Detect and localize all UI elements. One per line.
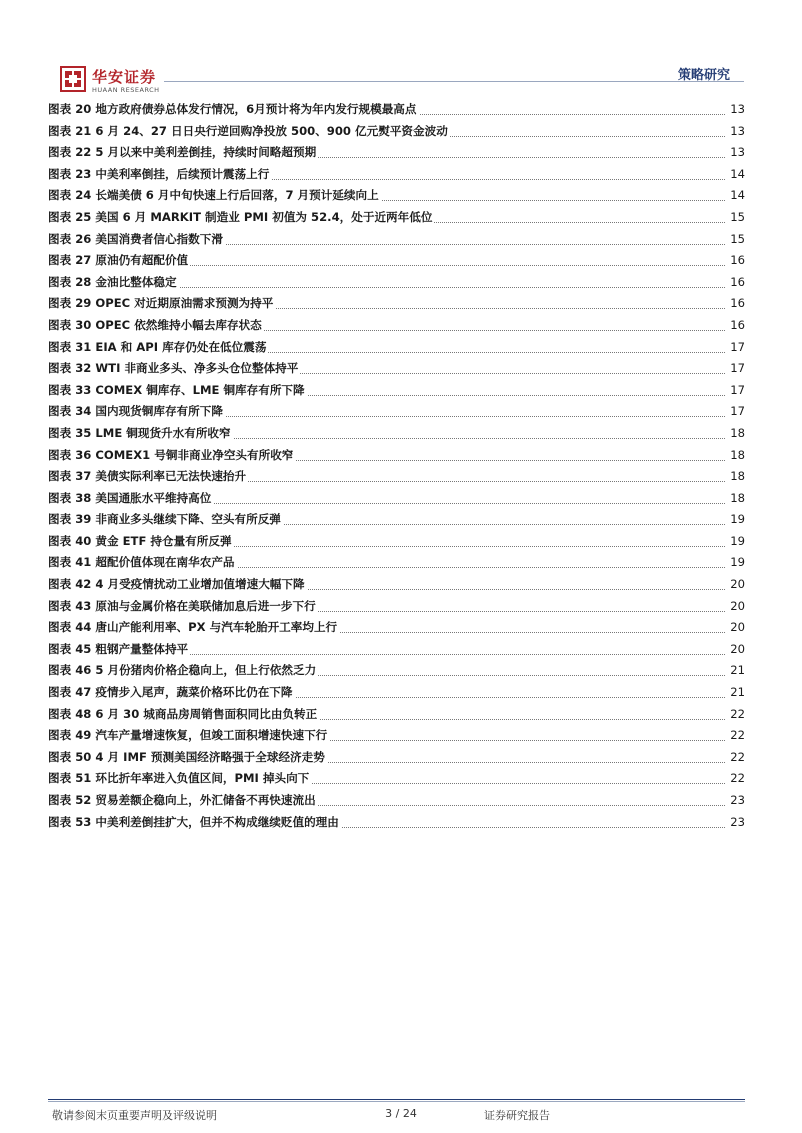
toc-entry-page: 17 <box>727 337 745 359</box>
toc-entry-page: 16 <box>727 272 745 294</box>
toc-entry[interactable] <box>48 617 745 639</box>
toc-entry[interactable] <box>48 121 745 143</box>
toc-entry-title: 图表 39 非商业多头继续下降、空头有所反弹 <box>48 509 283 531</box>
toc-entry-title: 图表 34 国内现货铜库存有所下降 <box>48 401 225 423</box>
toc-entry[interactable] <box>48 337 745 359</box>
page-number: 3 / 24 <box>385 1107 417 1120</box>
toc-entry-page: 15 <box>727 229 745 251</box>
toc-entry[interactable] <box>48 509 745 531</box>
toc-entry-page: 15 <box>727 207 745 229</box>
toc-entry-page: 13 <box>727 99 745 121</box>
toc-entry[interactable] <box>48 185 745 207</box>
toc-entry-page: 23 <box>727 812 745 834</box>
toc-entry[interactable] <box>48 293 745 315</box>
toc-entry-page: 14 <box>727 185 745 207</box>
toc-entry[interactable] <box>48 315 745 337</box>
toc-entry-page: 19 <box>727 552 745 574</box>
toc-entry-title: 图表 32 WTI 非商业多头、净多头仓位整体持平 <box>48 358 300 380</box>
toc-entry-page: 19 <box>727 531 745 553</box>
toc-entry-page: 20 <box>727 617 745 639</box>
toc-entry-page: 22 <box>727 768 745 790</box>
toc-entry-page: 17 <box>727 380 745 402</box>
toc-entry[interactable] <box>48 660 745 682</box>
toc-entry-title: 图表 49 汽车产量增速恢复，但竣工面积增速快速下行 <box>48 725 329 747</box>
toc-entry-title: 图表 37 美债实际利率已无法快速抬升 <box>48 466 248 488</box>
toc-entry-page: 20 <box>727 639 745 661</box>
toc-entry-page: 22 <box>727 725 745 747</box>
toc-entry-title: 图表 31 EIA 和 API 库存仍处在低位震荡 <box>48 337 268 359</box>
toc-entry-page: 16 <box>727 315 745 337</box>
toc-entry-page: 18 <box>727 423 745 445</box>
toc-entry-title: 图表 29 OPEC 对近期原油需求预测为持平 <box>48 293 275 315</box>
toc-entry[interactable] <box>48 99 745 121</box>
toc-entry[interactable] <box>48 445 745 467</box>
toc-entry-title: 图表 36 COMEX1 号铜非商业净空头有所收窄 <box>48 445 295 467</box>
toc-entry-page: 22 <box>727 747 745 769</box>
toc-entry[interactable] <box>48 466 745 488</box>
toc-entry-page: 16 <box>727 293 745 315</box>
toc-entry[interactable] <box>48 423 745 445</box>
toc-entry-page: 19 <box>727 509 745 531</box>
toc-entry-title: 图表 25 美国 6 月 MARKIT 制造业 PMI 初值为 52.4，处于近两年低位 <box>48 207 434 229</box>
toc-entry-title: 图表 50 4 月 IMF 预测美国经济略强于全球经济走势 <box>48 747 327 769</box>
toc-entry-title: 图表 27 原油仍有超配价值 <box>48 250 190 272</box>
toc-entry-page: 17 <box>727 358 745 380</box>
toc-entry-title: 图表 43 原油与金属价格在美联储加息后进一步下行 <box>48 596 318 618</box>
brand-name: 华安证券 <box>92 68 157 86</box>
toc-entry[interactable] <box>48 272 745 294</box>
toc-entry-page: 21 <box>727 682 745 704</box>
toc-entry[interactable] <box>48 682 745 704</box>
toc-entry-title: 图表 33 COMEX 铜库存、LME 铜库存有所下降 <box>48 380 307 402</box>
toc-entry[interactable] <box>48 768 745 790</box>
brand-english: HUAAN RESEARCH <box>92 86 160 94</box>
toc-entry-title: 图表 26 美国消费者信心指数下滑 <box>48 229 225 251</box>
toc-entry-title: 图表 52 贸易差额企稳向上，外汇储备不再快速流出 <box>48 790 318 812</box>
toc-entry-page: 16 <box>727 250 745 272</box>
footer-disclaimer: 敬请参阅末页重要声明及评级说明 <box>52 1109 217 1122</box>
toc-entry-title: 图表 42 4 月受疫情扰动工业增加值增速大幅下降 <box>48 574 307 596</box>
toc-entry-page: 13 <box>727 142 745 164</box>
toc-entry[interactable] <box>48 574 745 596</box>
toc-entry-title: 图表 30 OPEC 依然维持小幅去库存状态 <box>48 315 264 337</box>
toc-entry-page: 14 <box>727 164 745 186</box>
toc-entry[interactable] <box>48 812 745 834</box>
footer-report-label: 证券研究报告 <box>484 1109 550 1122</box>
toc-entry[interactable] <box>48 596 745 618</box>
toc-entry[interactable] <box>48 790 745 812</box>
toc-entry-page: 18 <box>727 466 745 488</box>
toc-entry[interactable] <box>48 747 745 769</box>
toc-entry-page: 21 <box>727 660 745 682</box>
toc-entry[interactable] <box>48 358 745 380</box>
toc-entry-title: 图表 38 美国通胀水平维持高位 <box>48 488 213 510</box>
toc-entry-page: 22 <box>727 704 745 726</box>
toc-entry-title: 图表 44 唐山产能利用率、PX 与汽车轮胎开工率均上行 <box>48 617 339 639</box>
report-type: 策略研究 <box>677 68 730 83</box>
toc-entry-title: 图表 22 5 月以来中美利差倒挂，持续时间略超预期 <box>48 142 318 164</box>
toc-entry-title: 图表 51 环比折年率进入负值区间，PMI 掉头向下 <box>48 768 311 790</box>
toc-entry[interactable] <box>48 639 745 661</box>
page-header <box>0 0 802 100</box>
toc-entry-title: 图表 40 黄金 ETF 持仓量有所反弹 <box>48 531 234 553</box>
toc-entry-title: 图表 53 中美利差倒挂扩大，但并不构成继续贬值的理由 <box>48 812 341 834</box>
toc-entry[interactable] <box>48 531 745 553</box>
toc-entry-page: 20 <box>727 574 745 596</box>
figure-list <box>48 99 745 833</box>
footer-divider <box>48 1099 745 1100</box>
toc-entry[interactable] <box>48 164 745 186</box>
toc-entry-title: 图表 20 地方政府债券总体发行情况，6月预计将为年内发行规模最高点 <box>48 99 419 121</box>
toc-entry-page: 23 <box>727 790 745 812</box>
toc-entry[interactable] <box>48 488 745 510</box>
toc-entry[interactable] <box>48 207 745 229</box>
toc-entry-page: 18 <box>727 445 745 467</box>
toc-entry-title: 图表 47 疫情步入尾声，蔬菜价格环比仍在下降 <box>48 682 295 704</box>
toc-entry[interactable] <box>48 250 745 272</box>
toc-entry-title: 图表 35 LME 铜现货升水有所收窄 <box>48 423 233 445</box>
toc-entry[interactable] <box>48 552 745 574</box>
toc-entry[interactable] <box>48 229 745 251</box>
toc-entry-title: 图表 23 中美利率倒挂，后续预计震荡上行 <box>48 164 271 186</box>
toc-entry-title: 图表 48 6 月 30 城商品房周销售面积同比由负转正 <box>48 704 319 726</box>
toc-entry-page: 17 <box>727 401 745 423</box>
toc-entry-title: 图表 41 超配价值体现在南华农产品 <box>48 552 237 574</box>
huaan-logo-icon <box>60 66 86 92</box>
toc-entry[interactable] <box>48 725 745 747</box>
toc-entry-page: 13 <box>727 121 745 143</box>
toc-entry-page: 18 <box>727 488 745 510</box>
toc-entry-title: 图表 45 粗钢产量整体持平 <box>48 639 190 661</box>
toc-entry[interactable] <box>48 142 745 164</box>
toc-entry[interactable] <box>48 704 745 726</box>
toc-entry-title: 图表 28 金油比整体稳定 <box>48 272 179 294</box>
toc-entry[interactable] <box>48 380 745 402</box>
toc-entry-title: 图表 21 6 月 24、27 日日央行逆回购净投放 500、900 亿元熨平资金波动 <box>48 121 450 143</box>
toc-entry-title: 图表 46 5 月份猪肉价格企稳向上，但上行依然乏力 <box>48 660 318 682</box>
header-divider <box>164 81 744 82</box>
toc-entry[interactable] <box>48 401 745 423</box>
toc-entry-title: 图表 24 长端美债 6 月中旬快速上行后回落，7 月预计延续向上 <box>48 185 381 207</box>
footer-divider-thin <box>48 1101 745 1102</box>
toc-entry-page: 20 <box>727 596 745 618</box>
